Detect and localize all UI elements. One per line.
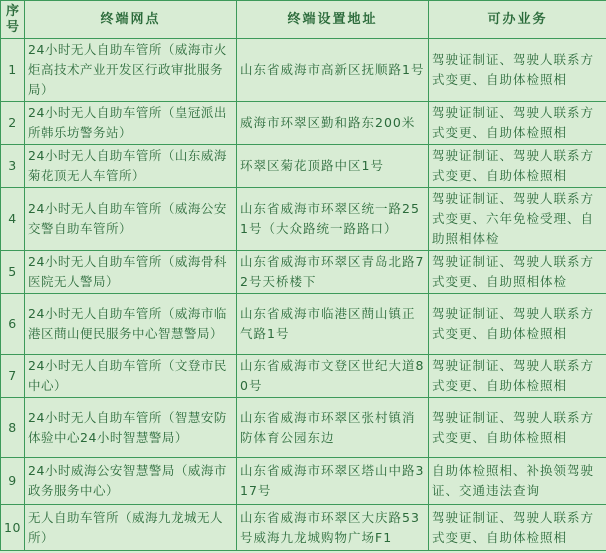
row-seq: 7 [1, 355, 25, 398]
row-seq: 8 [1, 398, 25, 458]
row-site: 24小时无人自助车管所（山东威海菊花顶无人车管所） [25, 145, 237, 188]
row-services: 驾驶证制证、驾驶人联系方式变更、自助体检照相 [429, 294, 606, 355]
row-address: 山东省威海市临港区蔄山镇正气路1号 [237, 294, 429, 355]
row-seq: 10 [1, 505, 25, 551]
table-row [1, 145, 606, 188]
row-services: 驾驶证制证、驾驶人联系方式变更、自助体检照相 [429, 398, 606, 458]
row-site: 24小时威海公安智慧警局（威海市政务服务中心） [25, 458, 237, 505]
row-address: 山东省威海市高新区抚顺路1号 [237, 39, 429, 102]
row-address: 威海市环翠区勤和路东200米 [237, 102, 429, 145]
row-address: 山东省威海市文登区世纪大道80号 [237, 355, 429, 398]
table-row [1, 398, 606, 458]
row-services: 驾驶证制证、驾驶人联系方式变更、自助体检照相 [429, 145, 606, 188]
row-seq: 9 [1, 458, 25, 505]
row-services: 驾驶证制证、驾驶人联系方式变更、六年免检受理、自助照相体检 [429, 188, 606, 251]
row-services: 驾驶证制证、驾驶人联系方式变更、自助体检照相 [429, 39, 606, 102]
row-seq: 3 [1, 145, 25, 188]
table-header-row [1, 1, 606, 39]
row-address: 山东省威海市环翠区塔山中路317号 [237, 458, 429, 505]
table-row [1, 355, 606, 398]
row-site: 24小时无人自助车管所（智慧安防体验中心24小时智慧警局） [25, 398, 237, 458]
header-site: 终端网点 [25, 1, 237, 39]
header-services: 可办业务 [429, 1, 606, 39]
table-row [1, 294, 606, 355]
table-row [1, 39, 606, 102]
row-seq: 2 [1, 102, 25, 145]
row-seq: 5 [1, 251, 25, 294]
row-site: 24小时无人自助车管所（皇冠派出所韩乐坊警务站） [25, 102, 237, 145]
row-address: 山东省威海市环翠区张村镇消防体育公园东边 [237, 398, 429, 458]
row-address: 山东省威海市环翠区大庆路53号威海九龙城购物广场F1 [237, 505, 429, 551]
row-address: 山东省威海市环翠区青岛北路72号天桥楼下 [237, 251, 429, 294]
row-services: 驾驶证制证、驾驶人联系方式变更、自助体检照相 [429, 505, 606, 551]
table-row [1, 102, 606, 145]
row-address: 山东省威海市环翠区统一路251号（大众路统一路路口） [237, 188, 429, 251]
header-address: 终端设置地址 [237, 1, 429, 39]
row-services: 自助体检照相、补换领驾驶证、交通违法查询 [429, 458, 606, 505]
row-seq: 1 [1, 39, 25, 102]
row-seq: 6 [1, 294, 25, 355]
row-services: 驾驶证制证、驾驶人联系方式变更、自助体检照相 [429, 355, 606, 398]
row-site: 24小时无人自助车管所（威海公安交警自助车管所） [25, 188, 237, 251]
row-services: 驾驶证制证、驾驶人联系方式变更、自助体检照相 [429, 102, 606, 145]
table-row [1, 188, 606, 251]
header-seq: 序号 [1, 1, 25, 39]
row-site: 24小时无人自助车管所（文登市民中心） [25, 355, 237, 398]
table-row [1, 251, 606, 294]
row-services: 驾驶证制证、驾驶人联系方式变更、自助照相体检 [429, 251, 606, 294]
row-site: 无人自助车管所（威海九龙城无人所） [25, 505, 237, 551]
row-site: 24小时无人自助车管所（威海骨科医院无人警局） [25, 251, 237, 294]
row-site: 24小时无人自助车管所（威海市临港区蔄山便民服务中心智慧警局） [25, 294, 237, 355]
row-site: 24小时无人自助车管所（威海市火炬高技术产业开发区行政审批服务局） [25, 39, 237, 102]
row-address: 环翠区菊花顶路中区1号 [237, 145, 429, 188]
table-row [1, 458, 606, 505]
table-row [1, 505, 606, 551]
row-seq: 4 [1, 188, 25, 251]
